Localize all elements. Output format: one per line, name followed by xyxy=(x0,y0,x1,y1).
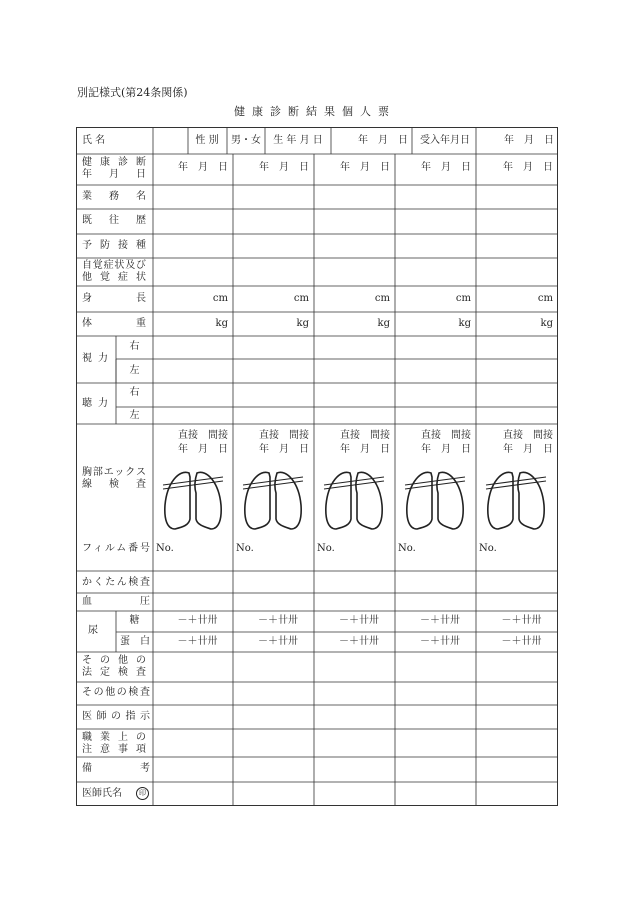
history-label: 既 往 歴 xyxy=(82,215,146,226)
vision-right-label: 右 xyxy=(129,341,140,352)
form-title: 健康診断結果個人票 xyxy=(234,105,396,118)
exam-date-value: 年 月 日 xyxy=(340,162,390,173)
film-no-label: フィルム番号 xyxy=(82,543,150,554)
xray-date: 年 月 日 xyxy=(259,444,309,455)
exam-date-label-line2: 年 月 日 xyxy=(82,169,146,180)
sugar-scale: －＋卄卅 xyxy=(420,615,460,626)
sex-value: 男・女 xyxy=(231,135,261,146)
exam-date-value: 年 月 日 xyxy=(503,162,553,173)
height-unit: cm xyxy=(293,293,309,304)
xray-method: 直接 間接 xyxy=(421,430,471,441)
height-unit: cm xyxy=(374,293,390,304)
protein-scale: －＋卄卅 xyxy=(177,636,218,647)
xray-method: 直接 間接 xyxy=(340,430,390,441)
lung-diagram-icon xyxy=(484,465,548,531)
dob-date: 年 月 日 xyxy=(358,135,408,146)
exam-date-label-line1: 健 康 診 断 xyxy=(82,157,146,168)
hearing-label: 聴 力 xyxy=(82,398,108,409)
sputum-label: かくたん検査 xyxy=(82,577,150,588)
xray-date: 年 月 日 xyxy=(178,444,228,455)
weight-unit: kg xyxy=(296,318,309,329)
work-notes-label-line2: 注 意 事 項 xyxy=(82,744,146,755)
exam-date-value: 年 月 日 xyxy=(421,162,471,173)
weight-unit: kg xyxy=(377,318,390,329)
sugar-label: 糖 xyxy=(129,615,140,626)
xray-date: 年 月 日 xyxy=(503,444,553,455)
other-legal-label-line2: 法 定 検 査 xyxy=(82,667,146,678)
xray-date: 年 月 日 xyxy=(340,444,390,455)
lung-diagram-icon xyxy=(241,465,305,531)
doctor-instruction-label: 医 師 の 指 示 xyxy=(82,711,150,722)
film-number: No. xyxy=(398,543,416,554)
hearing-right-label: 右 xyxy=(129,387,140,398)
xray-label-line2: 線 検 査 xyxy=(82,479,146,490)
hire-date: 年 月 日 xyxy=(504,135,554,146)
sugar-scale: －＋卄卅 xyxy=(258,615,298,626)
film-number: No. xyxy=(479,543,497,554)
health-record-sheet xyxy=(76,127,558,806)
protein-scale: －＋卄卅 xyxy=(501,636,542,647)
xray-method: 直接 間接 xyxy=(503,430,553,441)
vaccination-label: 予 防 接 種 xyxy=(82,240,146,251)
height-unit: cm xyxy=(455,293,471,304)
blood-pressure-label: 血 圧 xyxy=(82,596,150,607)
exam-date-value: 年 月 日 xyxy=(259,162,309,173)
sex-label: 性 別 xyxy=(195,135,219,146)
lung-diagram-icon xyxy=(161,465,225,531)
film-number: No. xyxy=(317,543,335,554)
sugar-scale: －＋卄卅 xyxy=(501,615,542,626)
symptoms-label-line1: 自覚症状及び xyxy=(82,260,146,271)
weight-unit: kg xyxy=(215,318,228,329)
height-unit: cm xyxy=(537,293,553,304)
xray-label-line1: 胸部エックス xyxy=(82,467,146,478)
height-unit: cm xyxy=(212,293,228,304)
protein-scale: －＋卄卅 xyxy=(339,636,379,647)
vision-left-label: 左 xyxy=(129,365,140,376)
lung-diagram-icon xyxy=(322,465,386,531)
weight-label: 体 重 xyxy=(82,318,146,329)
other-legal-label-line1: そ の 他 の xyxy=(82,655,146,666)
remarks-label: 備 考 xyxy=(82,763,150,774)
film-number: No. xyxy=(236,543,254,554)
job-label: 業 務 名 xyxy=(82,191,146,202)
protein-label: 蛋 白 xyxy=(120,636,150,647)
name-label: 氏 名 xyxy=(82,135,106,146)
dob-label: 生 年 月 日 xyxy=(273,135,323,146)
seal-icon: 印 xyxy=(136,787,149,800)
sugar-scale: －＋卄卅 xyxy=(177,615,218,626)
lung-diagram-icon xyxy=(403,465,467,531)
sugar-scale: －＋卄卅 xyxy=(339,615,379,626)
hearing-left-label: 左 xyxy=(129,410,140,421)
symptoms-label-line2: 他 覚 症 状 xyxy=(82,272,146,283)
weight-unit: kg xyxy=(458,318,471,329)
vision-label: 視 力 xyxy=(82,353,108,364)
form-caption: 別記様式(第24条関係) xyxy=(77,86,188,99)
protein-scale: －＋卄卅 xyxy=(258,636,298,647)
protein-scale: －＋卄卅 xyxy=(420,636,460,647)
work-notes-label-line1: 職 業 上 の xyxy=(82,732,146,743)
weight-unit: kg xyxy=(540,318,553,329)
height-label: 身 長 xyxy=(82,293,146,304)
xray-date: 年 月 日 xyxy=(421,444,471,455)
exam-date-value: 年 月 日 xyxy=(178,162,228,173)
doctor-name-label: 医師氏名 xyxy=(82,788,122,799)
film-number: No. xyxy=(156,543,174,554)
xray-method: 直接 間接 xyxy=(259,430,309,441)
urine-label: 尿 xyxy=(88,625,98,636)
other-exam-label: その他の検査 xyxy=(82,687,150,698)
hire-label: 受入年月日 xyxy=(420,135,470,146)
xray-method: 直接 間接 xyxy=(178,430,228,441)
